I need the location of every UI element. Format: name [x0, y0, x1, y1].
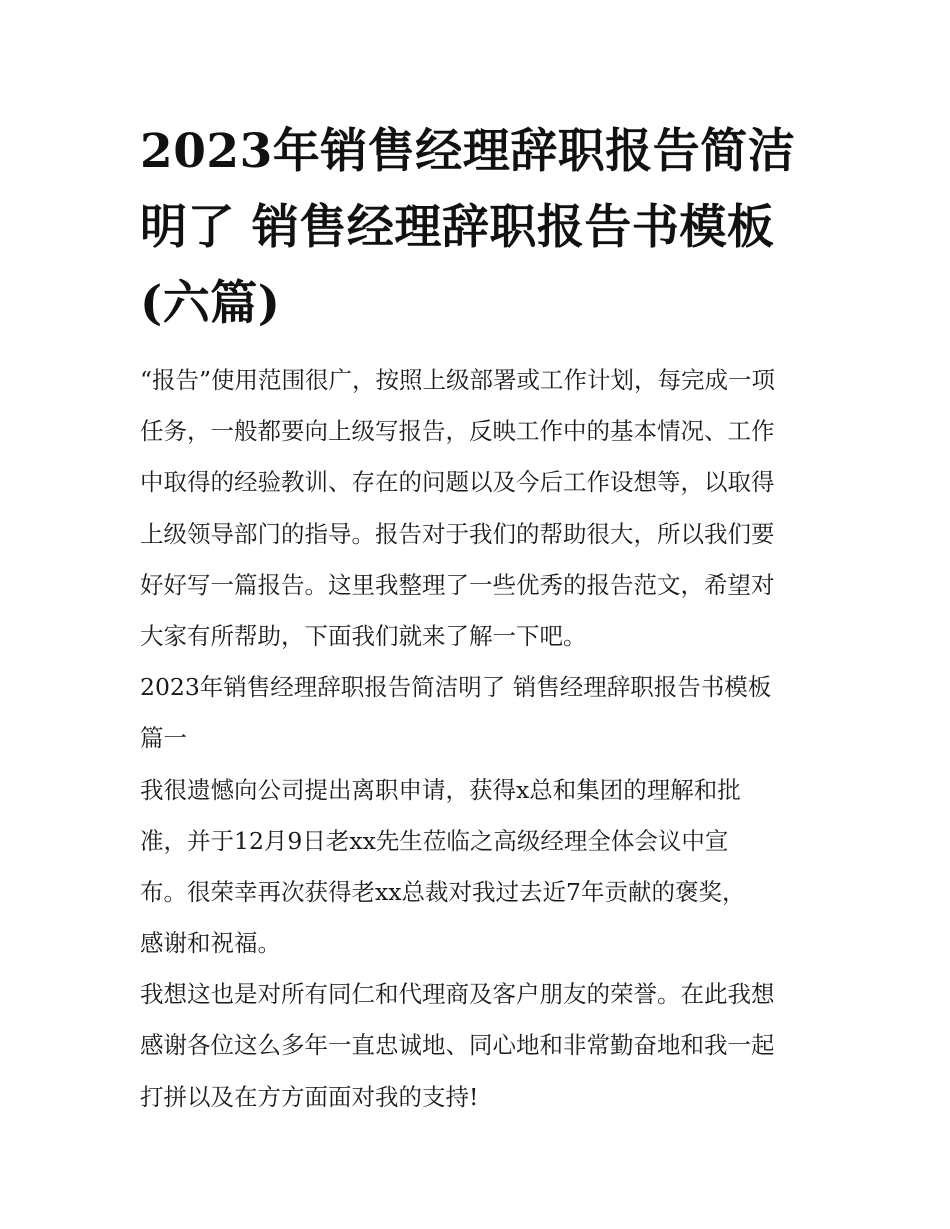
- section-heading-line: 篇一: [140, 724, 187, 753]
- body-line: 大家有所帮助，下面我们就来了解一下吧。: [140, 621, 587, 650]
- body-line: 上级领导部门的指导。报告对于我们的帮助很大，所以我们要: [140, 519, 775, 548]
- body-line: 我很遗憾向公司提出离职申请，获得x总和集团的理解和批: [140, 775, 741, 804]
- section-heading-line: 2023年销售经理辞职报告简洁明了 销售经理辞职报告书模板: [140, 673, 772, 702]
- body-line: “报告”使用范围很广，按照上级部署或工作计划，每完成一项: [140, 366, 776, 394]
- body-line: 任务，一般都要向上级写报告，反映工作中的基本情况、工作: [140, 417, 775, 446]
- document-title: [140, 114, 812, 342]
- title-line-3: (六篇): [140, 276, 281, 331]
- title-line-2: 明了 销售经理辞职报告书模板: [140, 200, 775, 255]
- body-line: 准，并于12月9日老xx先生莅临之高级经理全体会议中宣: [140, 826, 729, 855]
- body-line: 我想这也是对所有同仁和代理商及客户朋友的荣誉。在此我想: [140, 980, 775, 1009]
- body-line: 布。很荣幸再次获得老xx总裁对我过去近7年贡献的褒奖，: [140, 877, 746, 906]
- body-line: 中取得的经验教训、存在的问题以及今后工作设想等，以取得: [140, 468, 775, 497]
- body-line: 打拼以及在方方面面对我的支持!: [140, 1082, 479, 1111]
- body-line: 好好写一篇报告。这里我整理了一些优秀的报告范文，希望对: [140, 570, 775, 599]
- body-line: 感谢各位这么多年一直忠诚地、同心地和非常勤奋地和我一起: [140, 1031, 775, 1060]
- body-line: 感谢和祝福。: [140, 929, 281, 958]
- title-line-1: 2023年销售经理辞职报告简洁: [140, 124, 796, 179]
- document-body: [140, 355, 820, 1123]
